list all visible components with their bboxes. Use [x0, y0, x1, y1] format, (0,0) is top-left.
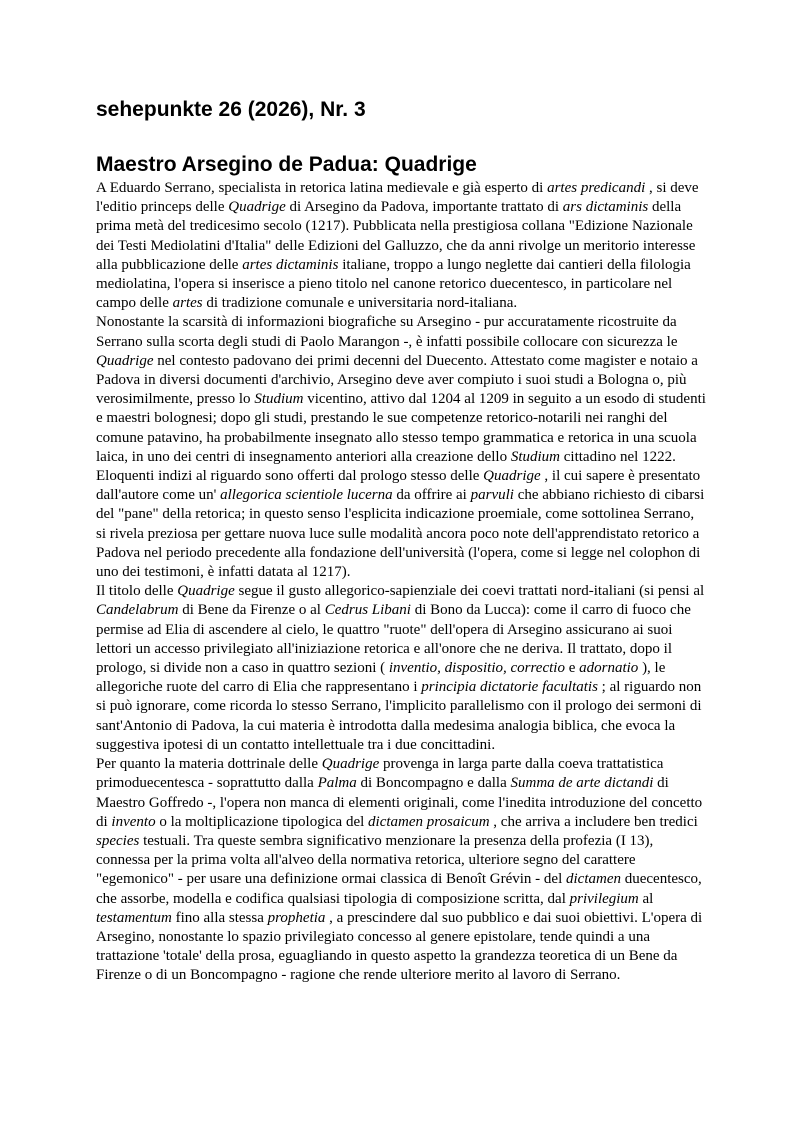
paragraph-3: Il titolo delle Quadrige segue il gusto allegorico-sapienziale dei coevi trattati nord-italiani (si pensi al Candelabrum di Bene da Firenze o al Cedrus Libani di Bono da Lucca): come il carro di fuoco che permise ad Elia di ascendere al cielo, le quattro "ruote" dell'opera di Arsegino assicurano ai suoi lettori un accesso privilegiato all'iniziazione retorica e all'onore che ne deriva. Il trattato, dopo il prologo, si divide non a caso in quattro sezioni ( inventio, dispositio, correctio e adornatio ), le allegoriche ruote del carro di Elia che rappresentano i principia dictatorie facultatis ; al riguardo non si può ignorare, come ricorda lo stesso Serrano, l'implicito parallelismo con il prologo dei sermoni di sant'Antonio di Padova, la cui materia è introdotta dalla medesima analogia biblica, che evoca la suggestiva ipotesi di un contatto intellettuale tra i due concittadini.: [96, 583, 705, 753]
italic-term: privilegium: [569, 890, 639, 907]
italic-term: testamentum: [96, 909, 172, 926]
italic-term: Studium: [254, 391, 304, 408]
review-body: [96, 179, 706, 986]
review-page: [96, 96, 706, 986]
italic-term: dictamen prosaicum: [368, 813, 490, 830]
italic-term: adornatio: [579, 660, 639, 677]
italic-term: artes dictaminis: [242, 256, 339, 273]
italic-term: artes: [172, 295, 203, 312]
italic-term: Quadrige: [321, 756, 380, 773]
paragraph-4: Per quanto la materia dottrinale delle Quadrige provenga in larga parte dalla coeva trattatistica primoduecentesca - soprattutto dalla Palma di Boncompagno e dalla Summa de arte dictandi di Maestro Goffredo -, l'opera non manca di elementi originali, come l'inedita introduzione del concetto di invento o la moltiplicazione tipologica del dictamen prosaicum , che arriva a includere ben tredici species testuali. Tra queste sembra significativo menzionare la presenza della profezia (I 13), connessa per la prima volta all'alveo della normativa retorica, ulteriore segno del carattere "egemonico" - per usare una definizione ormai classica di Benoît Grévin - del dictamen duecentesco, che assorbe, modella e codifica qualsiasi tipologia di composizione scritta, dal privilegium al testamentum fino alla stessa prophetia , a prescindere dal suo pubblico e dai suoi obiettivi. L'opera di Arsegino, nonostante lo spazio privilegiato concesso al genere epistolare, tende quindi a una trattazione 'totale' della prosa, eguagliando in questo aspetto la grandezza teoretica di un Bene da Firenze o di un Boncompagno - ragione che rende ulteriore merito al lavoro di Serrano.: [96, 756, 703, 984]
italic-term: Quadrige: [177, 583, 235, 600]
italic-term: dictamen: [566, 871, 621, 888]
italic-term: ars dictaminis: [562, 199, 649, 216]
italic-term: Quadrige: [228, 199, 286, 216]
journal-citation: sehepunkte 26 (2026), Nr. 3: [96, 98, 366, 121]
italic-term: artes predicandi: [547, 180, 646, 196]
italic-term: parvuli: [470, 487, 514, 504]
italic-term: species: [96, 832, 140, 849]
review-title: Maestro Arsegino de Padua: Quadrige: [96, 153, 477, 176]
italic-term: prophetia: [267, 909, 326, 926]
italic-term: Palma: [317, 775, 357, 792]
paragraph-2: Nonostante la scarsità di informazioni biografiche su Arsegino - pur accuratamente ricostruite da Serrano sulla scorta degli studi di Paolo Marangon -, è infatti possibile collocare con sicurezza le Quadrige nel contesto padovano dei primi decenni del Duecento. Attestato come magister e notaio a Padova in diversi documenti d'archivio, Arsegino deve aver compiuto i suoi studi a Bologna o, più verosimilmente, presso lo Studium vicentino, attivo dal 1204 al 1209 in seguito a un esodo di studenti e maestri bolognesi; dopo gli studi, prestando le sue competenze retorico-notarili nei ranghi del comune patavino, ha probabilmente insegnato allo stesso tempo grammatica e retorica in una scuola laica, in uno dei centri di insegnamento anteriori alla creazione dello Studium cittadino nel 1222. Eloquenti indizi al riguardo sono offerti dal prologo stesso delle Quadrige , il cui sapere è presentato dall'autore come un' allegorica scientiole lucerna da offrire ai parvuli che abbiano richiesto di cibarsi del "pane" della retorica; in questo senso l'esplicita indicazione proemiale, come sottolinea Serrano, si rivela preziosa per gettare nuova luce sulle modalità ancora poco note dell'apprendistato retorico a Padova nel periodo precedente alla fondazione dell'università (l'opera, come si legge nel colophon di uno dei testimoni, è infatti datata al 1217).: [96, 314, 706, 581]
italic-term: Candelabrum: [96, 602, 179, 619]
italic-term: inventio, dispositio, correctio: [388, 660, 565, 677]
italic-term: Quadrige: [483, 468, 541, 485]
italic-term: Cedrus Libani: [324, 602, 411, 619]
paragraph-1: A Eduardo Serrano, specialista in retorica latina medievale e già esperto di artes predicandi , si deve l'editio princeps delle Quadrige di Arsegino da Padova, importante trattato di ars dictaminis della prima metà del tredicesimo secolo (1217). Pubblicata nella prestigiosa collana "Edizione Nazionale dei Testi Mediolatini d'Italia" delle Edizioni del Galluzzo, che da anni rivolge un meritorio interesse alla pubblicazione delle artes dictaminis italiane, troppo a lungo neglette dai cantieri della filologia mediolatina, l'opera si inserisce a pieno titolo nel canone retorico duecentesco, in particolare nel campo delle artes di tradizione comunale e universitaria nord-italiana.: [96, 180, 699, 312]
italic-term: Studium: [510, 448, 561, 465]
italic-term: invento: [111, 813, 156, 830]
italic-term: principia dictatorie facultatis: [421, 679, 598, 696]
italic-term: Quadrige: [96, 352, 154, 369]
italic-term: Summa de arte dictandi: [510, 775, 654, 792]
italic-term: allegorica scientiole lucerna: [220, 487, 393, 504]
